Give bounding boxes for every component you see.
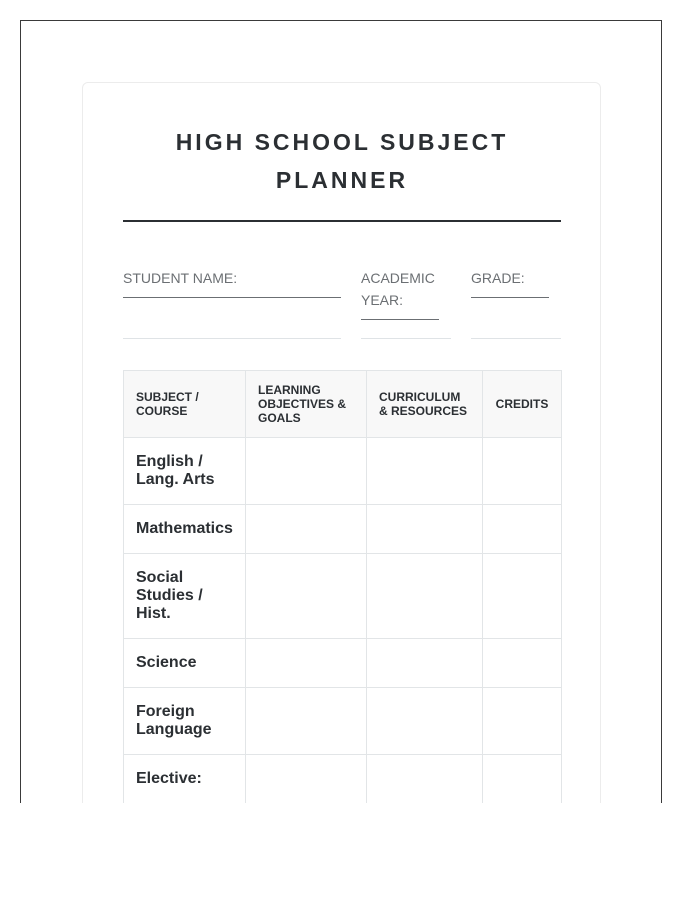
grade-blank[interactable] [471, 289, 549, 298]
table-row [124, 554, 562, 639]
objectives-cell[interactable] [246, 639, 367, 688]
student-name-label: STUDENT NAME: [123, 270, 238, 286]
curriculum-cell[interactable] [367, 755, 483, 804]
objectives-cell[interactable] [246, 755, 367, 804]
planner-card [82, 82, 601, 803]
table-header-row [124, 371, 562, 438]
credits-cell[interactable] [483, 438, 562, 505]
student-name-field[interactable] [123, 267, 341, 298]
credits-cell[interactable] [483, 505, 562, 554]
table-row [124, 505, 562, 554]
academic-year-label-line-2: YEAR: [361, 292, 404, 308]
academic-year-divider [361, 338, 451, 339]
credits-cell[interactable] [483, 755, 562, 804]
subject-table [123, 370, 562, 803]
subject-cell: Social Studies / Hist. [124, 554, 246, 639]
student-name-blank[interactable] [123, 289, 341, 298]
grade-label: GRADE: [471, 270, 525, 286]
credits-cell[interactable] [483, 688, 562, 755]
academic-year-field[interactable] [361, 267, 451, 320]
title-line-1: HIGH SCHOOL SUBJECT [175, 129, 509, 155]
objectives-cell[interactable] [246, 688, 367, 755]
curriculum-cell[interactable] [367, 688, 483, 755]
column-header-credits: CREDITS [483, 371, 562, 438]
academic-year-label-line-1: ACADEMIC [361, 270, 435, 286]
objectives-cell[interactable] [246, 554, 367, 639]
academic-year-blank[interactable] [361, 311, 439, 320]
title-line-2: PLANNER [275, 167, 409, 193]
credits-cell[interactable] [483, 639, 562, 688]
table-row [124, 755, 562, 804]
curriculum-cell[interactable] [367, 505, 483, 554]
curriculum-cell[interactable] [367, 438, 483, 505]
objectives-cell[interactable] [246, 505, 367, 554]
table-row [124, 438, 562, 505]
objectives-cell[interactable] [246, 438, 367, 505]
subject-cell: Mathematics [124, 505, 246, 554]
subject-cell: English / Lang. Arts [124, 438, 246, 505]
subject-cell: Elective: [124, 755, 246, 804]
page-title [123, 123, 561, 199]
column-header-subject: SUBJECT / COURSE [124, 371, 246, 438]
curriculum-cell[interactable] [367, 639, 483, 688]
column-header-curriculum: CURRICULUM & RESOURCES [367, 371, 483, 438]
grade-field[interactable] [471, 267, 561, 298]
page-frame [20, 20, 662, 803]
student-name-divider [123, 338, 341, 339]
title-divider [123, 220, 561, 222]
table-row [124, 639, 562, 688]
grade-divider [471, 338, 561, 339]
curriculum-cell[interactable] [367, 554, 483, 639]
subject-cell: Science [124, 639, 246, 688]
column-header-objectives: LEARNING OBJECTIVES & GOALS [246, 371, 367, 438]
subject-cell: Foreign Language [124, 688, 246, 755]
table-row [124, 688, 562, 755]
credits-cell[interactable] [483, 554, 562, 639]
